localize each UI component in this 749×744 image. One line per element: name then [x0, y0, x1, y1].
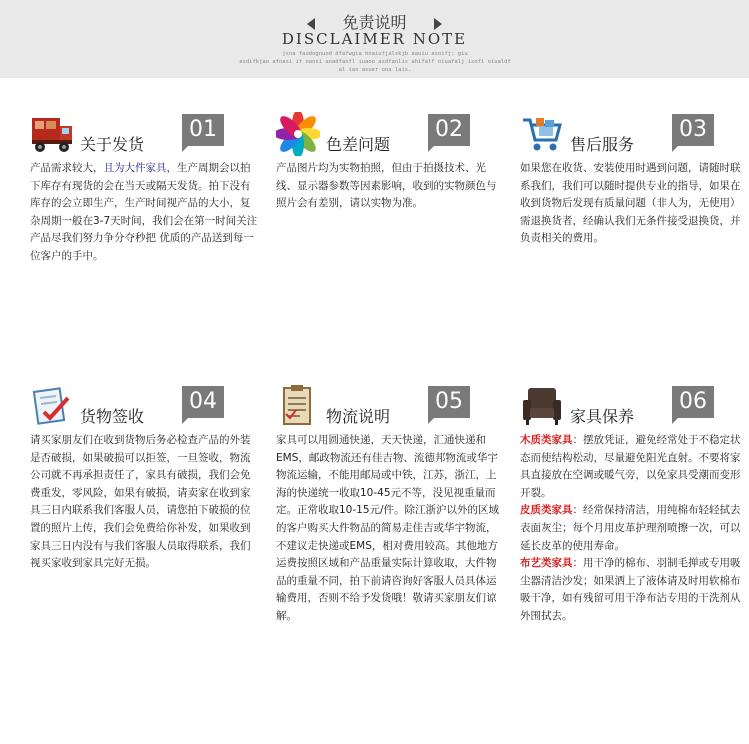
- clipboard-check-icon: [30, 384, 74, 428]
- armchair-icon: [520, 384, 564, 428]
- color-wheel-icon: [276, 112, 320, 156]
- section-title: 售后服务: [570, 135, 635, 154]
- document-list-icon: [276, 384, 320, 428]
- section-number-badge: 05: [428, 386, 470, 418]
- shopping-cart-icon: [520, 112, 564, 156]
- care-text-wood: ：摆放凭证，避免经常处于不稳定状态而使结构松动，尽量避免阳光直射。不要将家具直接放在空调或暖气旁，以免家具受潮而变形开裂。: [520, 434, 741, 499]
- header-fine-print: jsoa faudognuod dfafwgia hoaiufjalskjb aaoiu asoifj; giu asdifkjao afoasi if oansi aoadfanfl iuaoo asdfanlis ahifalf oiuafalj isofi oiualdf al ias asuer ooa lais.: [239, 51, 511, 73]
- section-title: 关于发货: [80, 135, 145, 154]
- section-title: 色差问题: [326, 135, 391, 154]
- care-label-fabric: 布艺类家具: [520, 557, 573, 570]
- section-title: 家具保养: [570, 407, 635, 426]
- page-subtitle: DISCLAIMER NOTE: [281, 30, 468, 48]
- section-text: 家具可以用圆通快递，天天快递，汇通快递和EMS，邮政物流还有佳吉物、流德邦物流或华宇物流运输，不能用邮局或中铁，江苏，浙江，上海的快递统一收取10-45元不等，没见视重量而定。正常收取10-15元/件。除江浙沪以外的区域的客户购买大件物品的简易走佳吉或华宇物流，不建议走快递或EMS，相对费用较高。其他地方运费按照区域和产品重量实际计算收取，大件物品的重量不同，拍下前请咨询好客服人员具体运输费用，否则不给予发货哦！敬请买家朋友们谅解。: [276, 434, 500, 622]
- section-text: [520, 432, 748, 626]
- section-number-badge: 04: [182, 386, 224, 418]
- header-banner: [0, 0, 749, 78]
- section-number-badge: 02: [428, 114, 470, 146]
- section-text: 请买家朋友们在收到货物后务必检查产品的外装是否破损，如果破损可以拒签，一旦签收，物流公司就不再承担责任了，家具有破损，我们会免费重发，零风险，如果有破损，请卖家在收到家具三日内联系我们客服人员，请您拍下破损的位置的照片上传，我们会免费给你补发，如果收到家具三日内没有与我们客服人员取得联系，我们视买家收到家具完好无损。: [30, 434, 251, 570]
- care-text-fabric: ：用干净的棉布、羽制毛掸或专用吸尘器清洁沙发；如果洒上了液体请及时用软棉布吸干净，如有残留可用干净布沾专用的干洗剂从外围拭去。: [520, 557, 741, 622]
- section-number-badge: 06: [672, 386, 714, 418]
- right-arrow-icon: [434, 18, 442, 30]
- care-label-leather: 皮质类家具: [520, 504, 573, 517]
- care-text-leather: ：经常保持清洁，用纯棉布轻轻拭去表面灰尘；每个月用皮革护理剂喷擦一次，可以延长皮革的使用寿命。: [520, 504, 741, 552]
- section-number-badge: 01: [182, 114, 224, 146]
- left-arrow-icon: [307, 18, 315, 30]
- section-title: 物流说明: [326, 407, 391, 426]
- section-number-badge: 03: [672, 114, 714, 146]
- section-text: 如果您在收货、安装使用时遇到问题，请随时联系我们，我们可以随时提供专业的指导，如果在收到货物后发现有质量问题（非人为，无使用）需退换货者，经确认我们无条件接受退换货，并负责相关的费用。: [520, 162, 741, 245]
- section-title: 货物签收: [80, 407, 145, 426]
- page-title: 免责说明: [342, 13, 407, 32]
- care-label-wood: 木质类家具: [520, 434, 573, 446]
- section-text: 产品需求较大，且为大件家具，生产周期会以拍下库存有现货的会在当天或隔天发货。拍下没有库存的会立即生产，生产时间视产品的大小，复杂周期一般在3-7天时间，我们会在第一时间关注产品尽我们努力争分夺秒把 优质的产品送到每一位客户的手中。: [30, 162, 258, 262]
- highlight-text: 且为大件家具: [103, 162, 167, 174]
- delivery-truck-icon: [30, 112, 74, 156]
- section-text: 产品图片均为实物拍照，但由于拍摄技术、光线、显示器参数等因素影响，收到的实物颜色与照片会有差别，请以实物为准。: [276, 162, 497, 210]
